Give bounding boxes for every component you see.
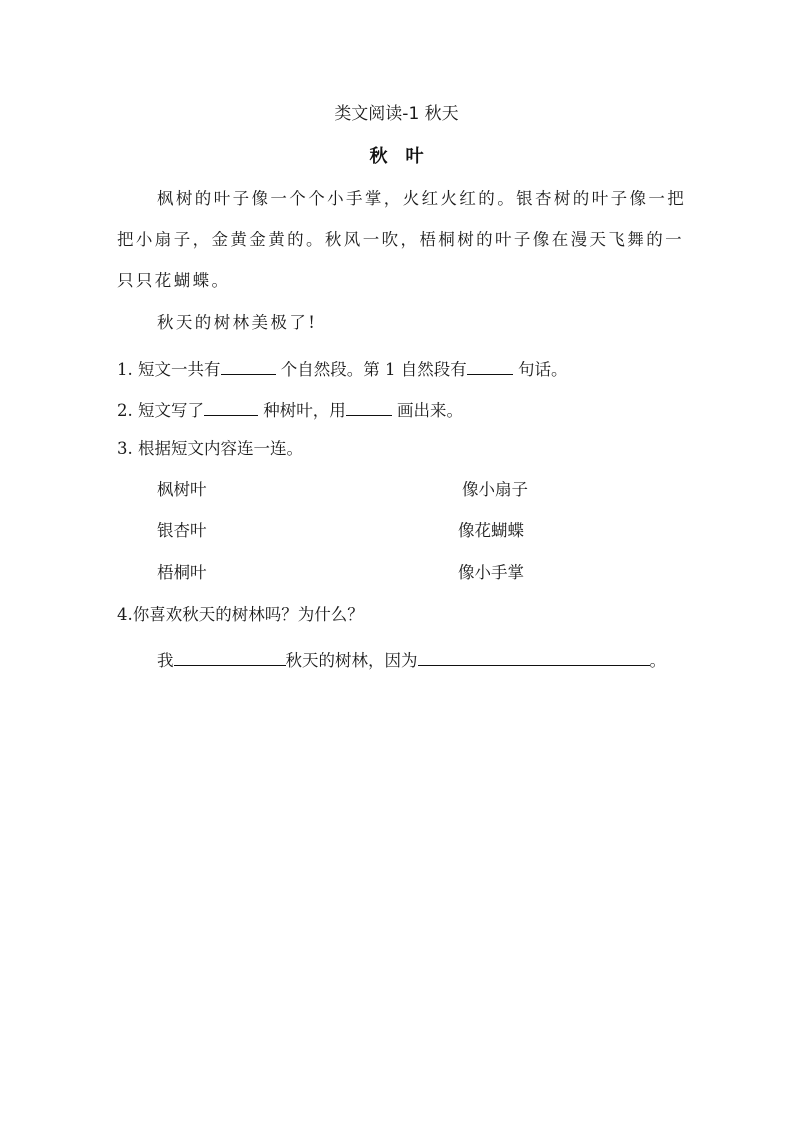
q4-blank-like[interactable] (174, 649, 286, 666)
passage-title-char1: 秋 (369, 146, 388, 167)
q1-blank-sentence-count[interactable] (467, 358, 513, 375)
q4-blank-reason[interactable] (418, 649, 650, 666)
q2-text-3: 画出来。 (391, 401, 463, 420)
worksheet-title: 类文阅读-1 秋天 (334, 104, 459, 124)
passage-line-1: 枫树的叶子像一个个小手掌，火红火红的。银杏树的叶子像一把 (157, 189, 687, 208)
match-left-item-1[interactable]: 枫树叶 (157, 480, 207, 499)
match-right-item-2[interactable]: 像花蝴蝶 (458, 521, 524, 540)
question-1 (117, 358, 567, 379)
question-3-prompt: 3. 根据短文内容连一连。 (117, 439, 303, 458)
passage-line-2: 把小扇子，金黄金黄的。秋风一吹，梧桐树的叶子像在漫天飞舞的一 (117, 230, 684, 249)
question-4-prompt: 4.你喜欢秋天的树林吗？为什么？ (117, 605, 364, 624)
q1-text-2: 个自然段。第 1 自然段有 (275, 360, 467, 379)
q4-text-1: 我 (157, 651, 174, 670)
match-left-item-3[interactable]: 梧桐叶 (157, 563, 207, 582)
question-2 (117, 399, 463, 420)
q4-text-3: 。 (649, 651, 666, 670)
q2-text-1: 2. 短文写了 (117, 401, 204, 420)
q2-text-2: 种树叶，用 (258, 401, 346, 420)
q4-text-2: 秋天的树林，因为 (285, 651, 418, 670)
passage-title-char2: 叶 (405, 146, 424, 167)
q1-text-3: 句话。 (512, 360, 568, 379)
q1-blank-paragraph-count[interactable] (221, 358, 276, 375)
passage-paragraph-2: 秋天的树林美极了! (157, 313, 318, 332)
match-left-item-2[interactable]: 银杏叶 (157, 521, 207, 540)
q2-blank-leaf-count[interactable] (204, 399, 258, 416)
passage-line-3: 只只花蝴蝶。 (117, 271, 231, 290)
q1-text-1: 1. 短文一共有 (117, 360, 221, 379)
q2-blank-mark[interactable] (346, 399, 392, 416)
passage-title (0, 148, 793, 166)
match-right-item-1[interactable]: 像小扇子 (462, 480, 528, 499)
match-right-item-3[interactable]: 像小手掌 (458, 563, 524, 582)
question-4-answer (157, 649, 666, 670)
